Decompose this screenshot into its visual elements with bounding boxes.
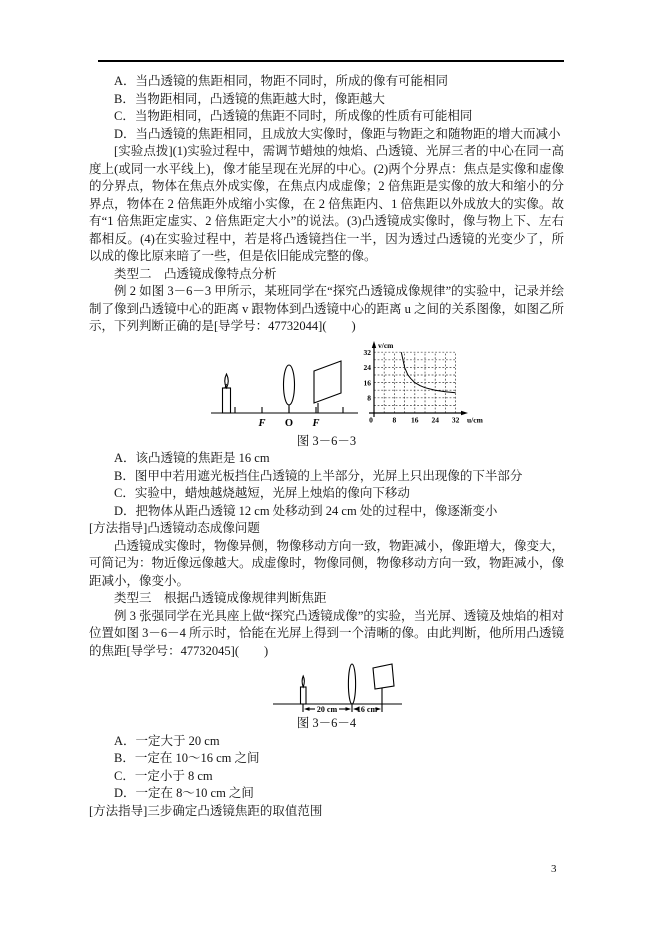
type3-heading: 类型三 根据凸透镜成像规律判断焦距 bbox=[114, 591, 327, 605]
svg-text:32: 32 bbox=[363, 347, 371, 357]
example2-stem: 例 2 如图 3－6－3 甲所示，某班同学在“探究凸透镜成像规律”的实验中，记录并绘制了像到凸透镜中心的距离 v 跟物体到凸透镜中心的距离 u 之间的关系图像，如图乙所示，下列判断正确的是[导学号：47732044]( ) bbox=[89, 284, 565, 333]
svg-text:24: 24 bbox=[363, 362, 371, 372]
svg-text:24: 24 bbox=[431, 415, 439, 424]
distance-label-left: 20 cm bbox=[316, 705, 338, 714]
svg-text:u/cm: u/cm bbox=[467, 415, 483, 424]
q3-option-a: A．一定大于 20 cm bbox=[114, 733, 220, 748]
q3-option-c: C．一定小于 8 cm bbox=[114, 768, 213, 783]
q2-option-d: D．把物体从距凸透镜 12 cm 处移动到 24 cm 处的过程中，像逐渐变小 bbox=[114, 503, 498, 518]
page-number: 3 bbox=[551, 863, 557, 875]
focus-label-right: F bbox=[312, 417, 320, 429]
lens-icon bbox=[284, 365, 295, 405]
lens-center-label: O bbox=[284, 417, 294, 429]
figure-364-bench-diagram bbox=[270, 662, 410, 715]
figure-3-6-3 bbox=[89, 339, 564, 433]
svg-text:32: 32 bbox=[451, 415, 460, 424]
q1-option-d: D．当凸透镜的焦距相同，且成放大实像时，像距与物距之和随物距的增大而减小 bbox=[114, 126, 561, 141]
arrow-right-icon bbox=[346, 707, 352, 711]
method-guide-2: [方法指导]三步确定凸透镜焦距的取值范围 bbox=[89, 803, 323, 818]
method-guide-1: [方法指导]凸透镜动态成像问题 bbox=[89, 521, 260, 535]
candle-icon bbox=[223, 388, 231, 413]
header-rule bbox=[98, 60, 564, 62]
svg-text:8: 8 bbox=[367, 393, 371, 402]
q2-option-a: A．该凸透镜的焦距是 16 cm bbox=[114, 451, 270, 465]
q1-option-c: C．当物距相同，凸透镜的焦距不同时，所成像的性质有可能相同 bbox=[114, 109, 473, 123]
figure-364-caption: 图 3－6－4 bbox=[296, 716, 357, 730]
svg-text:0: 0 bbox=[369, 415, 373, 424]
figure-363-bench-diagram bbox=[210, 341, 360, 431]
q2-option-b: B．图甲中若用遮光板挡住凸透镜的上半部分，光屏上只出现像的下半部分 bbox=[114, 468, 523, 483]
distance-label-right: 16 cm bbox=[356, 705, 378, 714]
example3-stem: 例 3 张强同学在光具座上做“探究凸透镜成像”的实验，当光屏、透镜及烛焰的相对位置如图 3－6－4 所示时，恰能在光屏上得到一个清晰的像。由此判断，他所用凸透镜的焦距[导学号：47732045]( ) bbox=[89, 608, 565, 658]
arrow-left-icon bbox=[304, 707, 310, 711]
lens-icon bbox=[348, 664, 355, 704]
svg-text:16: 16 bbox=[411, 415, 419, 424]
q1-option-a: A．当凸透镜的焦距相同，物距不同时，所成的像有可能相同 bbox=[114, 74, 449, 88]
q1-option-b: B．当物距相同，凸透镜的焦距越大时，像距越大 bbox=[114, 91, 385, 106]
screen-icon bbox=[314, 361, 341, 403]
svg-text:8: 8 bbox=[392, 415, 397, 424]
type2-heading: 类型二 凸透镜成像特点分析 bbox=[114, 266, 277, 281]
candle-icon bbox=[301, 687, 307, 704]
q3-option-d: D．一定在 8～10 cm 之间 bbox=[114, 786, 254, 800]
q3-option-b: B．一定在 10～16 cm 之间 bbox=[114, 751, 260, 765]
experiment-tips: [实验点拨](1)实验过程中，需调节蜡烛的烛焰、凸透镜、光屏三者的中心在同一高度上(或同一水平线上)，像才能呈现在光屏的中心。(2)两个分界点：焦点是实像和虚像的分界点，物体在焦点外成实像，在焦点内成虚像；2 倍焦距是实像的放大和缩小的分界点，物体在 2 倍焦距外成缩小实像，在 2 倍焦距内、1 倍焦距以外成放大的实像。故有“1 倍焦距定虚实、2 倍焦距定大小”的说法。(3)凸透镜成实像时，像与物上下、左右都相反。(4)在实验过程中，若是将凸透镜挡住一半，因为透过凸透镜的光变少了，所以成的像比原来暗了一些，但是依旧能成完整的像。 bbox=[89, 144, 564, 263]
svg-text:v/cm: v/cm bbox=[378, 340, 394, 350]
page-content bbox=[89, 73, 564, 820]
q2-option-c: C．实验中，蜡烛越烧越短，光屏上烛焰的像向下移动 bbox=[114, 486, 410, 500]
uv-relation-graph bbox=[360, 339, 488, 431]
figure-3-6-4 bbox=[89, 662, 564, 715]
screen-icon bbox=[373, 664, 394, 689]
svg-text:16: 16 bbox=[363, 377, 371, 387]
figure-363-caption: 图 3－6－3 bbox=[296, 433, 357, 448]
focus-label-left: F bbox=[258, 417, 266, 429]
dynamic-imaging-summary: 凸透镜成实像时，物像异侧，物像移动方向一致，物距减小，像距增大，像变大，可简记为：物近像远像越大。成虚像时，物像同侧，物像移动方向一致，物距减小，像距减小，像变小。 bbox=[89, 538, 565, 588]
